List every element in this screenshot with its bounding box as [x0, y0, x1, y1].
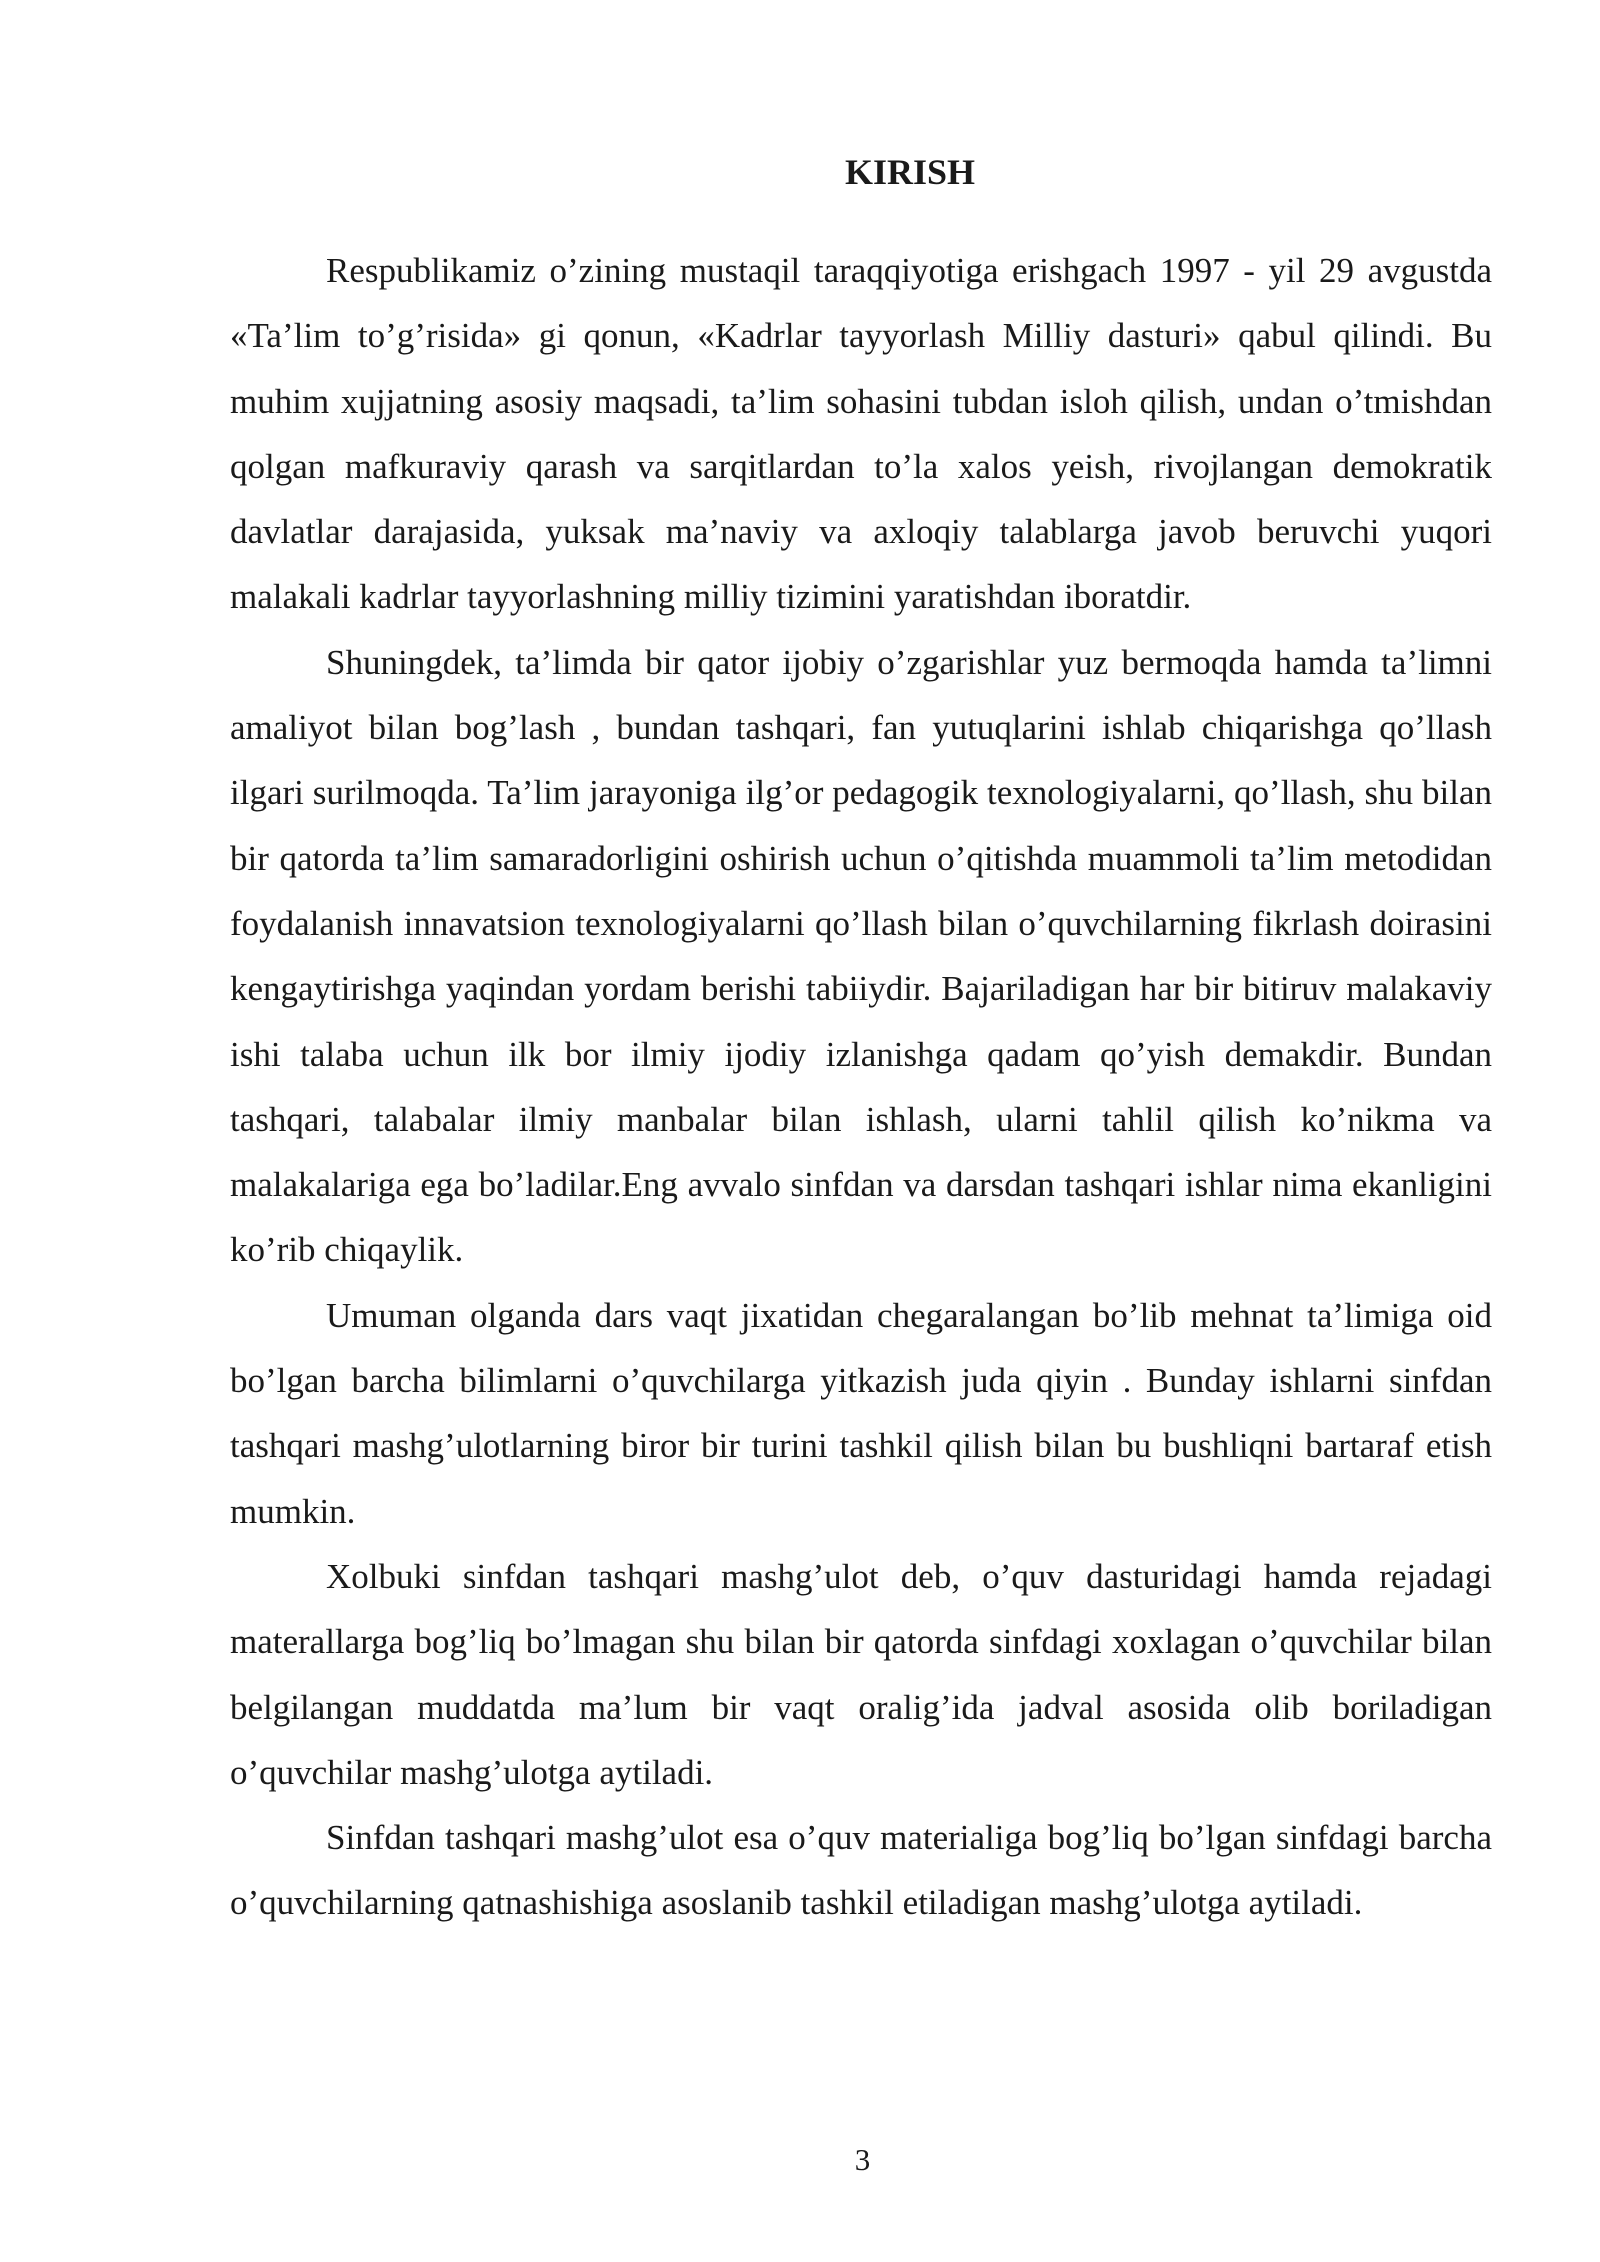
paragraph-5: Sinfdan tashqari mashg’ulot esa o’quv materialiga bog’liq bo’lgan sinfdagi barcha o’quvchilarning qatnashishiga asoslanib tashkil etiladigan mashg’ulotga aytiladi. [230, 1818, 1492, 1923]
paragraph-1: Respublikamiz o’zining mustaqil taraqqiyotiga erishgach 1997 - yil 29 avgustda «Ta’lim to’g’risida» gi qonun, «Kadrlar tayyorlash Milliy dasturi» qabul qilindi. Bu muhim xujjatning asosiy maqsadi, ta’lim sohasini tubdan isloh qilish, undan o’tmishdan qolgan mafkuraviy qarash va sarqitlardan to’la xalos yeish, rivojlangan demokratik davlatlar darajasida, yuksak ma’naviy va axloqiy talablarga javob beruvchi yuqori malakali kadrlar tayyorlashning milliy tizimini yaratishdan iboratdir. [230, 251, 1492, 617]
paragraph-2: Shuningdek, ta’limda bir qator ijobiy o’zgarishlar yuz bermoqda hamda ta’limni amaliyot bilan bog’lash , bundan tashqari, fan yutuqlarini ishlab chiqarishga qo’llash ilgari surilmoqda. Ta’lim jarayoniga ilg’or pedagogik texnologiyalarni, qo’llash, shu bilan bir qatorda ta’lim samaradorligini oshirish uchun o’qitishda muammoli ta’lim metodidan foydalanish innavatsion texnologiyalarni qo’llash bilan o’quvchilarning fikrlash doirasini kengaytirishga yaqindan yordam berishi tabiiydir. Bajariladigan har bir bitiruv malakaviy ishi talaba uchun ilk bor ilmiy ijodiy izlanishga qadam qo’yish demakdir. Bundan tashqari, talabalar ilmiy manbalar bilan ishlash, ularni tahlil qilish ko’nikma va malakalariga ega bo’ladilar.Eng avvalo sinfdan va darsdan tashqari ishlar nima ekanligini ko’rib chiqaylik. [230, 642, 1492, 1270]
paragraph-4: Xolbuki sinfdan tashqari mashg’ulot deb, o’quv dasturidagi hamda rejadagi materallarga bog’liq bo’lmagan shu bilan bir qatorda sinfdagi xoxlagan o’quvchilar bilan belgilangan muddatda ma’lum bir vaqt oralig’ida jadval asosida olib boriladigan o’quvchilar mashg’ulotga aytiladi. [230, 1556, 1492, 1792]
body-text [230, 238, 1492, 1936]
paragraph-3: Umuman olganda dars vaqt jixatidan chegaralangan bo’lib mehnat ta’limiga oid bo’lgan barcha bilimlarni o’quvchilarga yitkazish juda qiyin . Bunday ishlarni sinfdan tashqari mashg’ulotlarning biror bir turini tashkil qilish bilan bu bushliqni bartaraf etish mumkin. [230, 1295, 1492, 1531]
page-title: KIRISH [844, 152, 976, 192]
page-number: 3 [854, 2142, 871, 2177]
